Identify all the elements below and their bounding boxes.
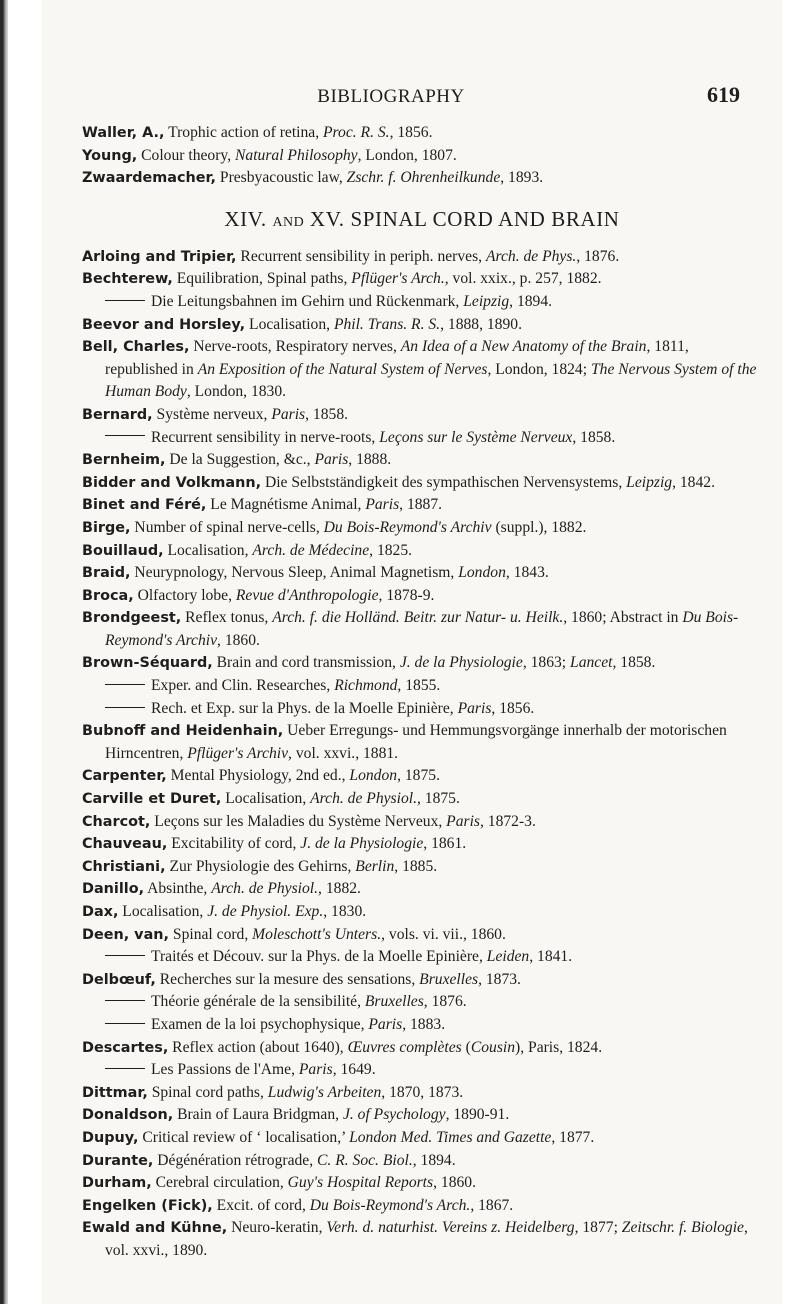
entry-text: Le Magnétisme Animal, [206, 496, 366, 514]
section-heading-pre: XIV. [224, 206, 273, 231]
entry-author: Braid, [82, 565, 131, 582]
entry-source-italic: J. de la Physiologie [300, 835, 424, 853]
bibliography-entry [82, 517, 762, 540]
entry-text: , 1872-3. [479, 812, 536, 830]
ditto-dash [105, 435, 145, 436]
entry-source-italic: J. de Physiol. Exp. [207, 903, 324, 920]
section-heading-and: AND [272, 214, 305, 230]
entry-text: Recurrent sensibility in periph. nerves, [236, 247, 486, 265]
entry-text: Ueber Erregungs- und Hemmungsvorgänge innerhalb der motorischen Hirncentren, [105, 722, 727, 762]
entry-author: Bernard, [82, 406, 153, 423]
entry-source-italic: Richmond [334, 677, 398, 695]
entry-author: Bubnoff and Heidenhain, [82, 723, 284, 740]
bibliography-entry [82, 1104, 762, 1127]
entry-text: , 1861. [423, 835, 467, 853]
entry-author: Carpenter, [82, 768, 167, 785]
ditto-dash [105, 1023, 145, 1024]
entry-text: Zur Physiologie des Gehirns, [165, 857, 356, 875]
page-number: 619 [707, 82, 740, 107]
bibliography-entry [82, 145, 762, 168]
entry-source-italic: Moleschott's Unters. [252, 925, 382, 943]
bibliography-entry [82, 314, 762, 337]
entry-author: Waller, A., [82, 125, 165, 141]
entry-author: Durante, [82, 1152, 154, 1169]
entry-author: Young, [82, 147, 138, 164]
bibliography-entry [82, 788, 762, 811]
entry-text: , 1863; [522, 654, 571, 672]
entry-text: , vol. xxvi., 1881. [288, 744, 399, 762]
entry-text: , London, 1830. [186, 383, 287, 401]
section-heading-post: XV. SPINAL CORD AND BRAIN [304, 206, 620, 231]
entry-source-italic: Paris [298, 1061, 333, 1079]
bibliography-entry [82, 811, 762, 834]
bibliography-entry [82, 675, 762, 698]
entry-source-italic: Paris [446, 812, 480, 830]
entry-author: Broca, [82, 587, 134, 604]
entry-source-italic: Arch. de Physiol. [310, 790, 417, 808]
entry-text: , 1856. [389, 124, 433, 141]
entry-author: Durham, [82, 1175, 152, 1192]
entry-source-italic: Arch. de Physiol. [211, 880, 319, 898]
entry-source-italic: Leçons sur le Système Nerveux [379, 428, 573, 446]
entry-source-italic: Paris [271, 405, 306, 423]
entry-text: Localisation, [245, 315, 334, 333]
ditto-dash [105, 1000, 145, 1001]
entry-text: , 1811, republished in [105, 338, 689, 378]
entry-text: , 1883. [402, 1015, 446, 1033]
entry-author: Descartes, [82, 1039, 169, 1056]
entry-author: Danillo, [82, 881, 145, 898]
entry-text: , vol. xxvi., 1890. [105, 1219, 748, 1259]
entry-source-italic: London [458, 564, 506, 582]
section-heading [82, 206, 762, 236]
bibliography-entry [82, 268, 762, 291]
entry-text: , 1876. [423, 993, 467, 1011]
bibliography-entry [82, 1217, 762, 1262]
entry-author: Ewald and Kühne, [82, 1220, 228, 1237]
entry-author: Brown-Séquard, [82, 655, 213, 672]
entry-author: Zwaardemacher, [82, 170, 216, 187]
entry-text: Critical review of ‘ localisation,’ [138, 1128, 350, 1146]
entry-source-italic: C. R. Soc. Biol. [317, 1151, 413, 1169]
entry-text: Brain of Laura Bridgman, [173, 1106, 343, 1124]
book-page [42, 0, 782, 1304]
entry-author: Binet and Féré, [82, 497, 207, 514]
bibliography-entry [82, 924, 762, 947]
entry-text: , 1856. [491, 699, 535, 717]
entry-text: , 1858. [572, 428, 616, 446]
entry-text: , London, 1824; [487, 360, 591, 378]
bibliography-entry [82, 969, 762, 992]
entry-text: Exper. and Clin. Researches, [151, 677, 335, 695]
bibliography-entry [82, 1037, 762, 1060]
entry-author: Beevor and Horsley, [82, 316, 246, 333]
bibliography-entry [82, 720, 762, 765]
entry-text: , 1882. [318, 880, 361, 898]
entry-source-italic: Verh. d. naturhist. Vereins z. Heidelberg [326, 1219, 575, 1237]
entry-text: , vol. xxix., p. 257, 1882. [444, 270, 602, 288]
entry-source-italic: Guy's Hospital Reports [287, 1174, 434, 1192]
entry-text: , 1876. [576, 247, 620, 265]
bibliography-entry [82, 833, 762, 856]
entry-source-italic: London [349, 767, 398, 785]
entry-text: Recurrent sensibility in nerve-roots, [151, 428, 380, 446]
entry-text: , 1893. [500, 169, 544, 187]
entry-text: , 1877. [551, 1128, 595, 1146]
bibliography-entry [82, 991, 762, 1014]
entry-text: Leçons sur les Maladies du Système Nerveux, [150, 812, 447, 830]
entry-text: , 1860. [217, 631, 260, 649]
bibliography-entry [82, 698, 762, 721]
entry-author: Delbœuf, [82, 971, 156, 988]
entry-author: Brondgeest, [82, 610, 182, 627]
ditto-dash [105, 707, 145, 708]
entry-source-italic: Phil. Trans. R. S. [333, 315, 441, 333]
bibliography-entry [82, 1195, 762, 1218]
entry-source-italic: Bruxelles [364, 993, 424, 1011]
entry-text: , 1855. [397, 677, 441, 695]
entry-source-italic: An Idea of a New Anatomy of the Brain [400, 338, 647, 356]
entry-source-italic: London Med. Times and Gazette [349, 1128, 552, 1146]
entry-text: , 1843. [505, 564, 549, 582]
entry-source-italic: Revue d'Anthropologie [235, 586, 379, 604]
bibliography-entry [82, 1127, 762, 1150]
bibliography-entry [82, 607, 762, 652]
bibliography-entry [82, 472, 762, 495]
entry-text: Die Leitungsbahnen im Gehirn und Rückenmark, [151, 292, 464, 310]
bibliography-entry [82, 122, 762, 145]
bibliography-entry [82, 291, 762, 314]
entry-source-italic: Berlin [355, 857, 395, 875]
entry-text: Reflex action (about 1640), [168, 1038, 348, 1056]
entry-source-italic: Œuvres complètes [347, 1038, 462, 1056]
entry-source-italic: Zeitschr. f. Biologie [621, 1219, 744, 1237]
entry-source-italic: Pflüger's Arch. [351, 270, 445, 288]
bibliography-entry [82, 946, 762, 969]
bibliography-entry [82, 585, 762, 608]
entry-source-italic: Cousin [470, 1038, 516, 1056]
entry-text: Dégénération rétrograde, [153, 1151, 318, 1169]
entry-text: , 1649. [332, 1061, 376, 1079]
entry-source-italic: An Exposition of the Natural System of Nerves [197, 360, 488, 378]
bibliography-entry [82, 1014, 762, 1037]
entry-source-italic: Arch. de Phys. [485, 247, 577, 265]
entry-author: Arloing and Tripier, [82, 248, 237, 265]
entry-text: , 1825. [369, 541, 413, 559]
entry-source-italic: Leipzig [626, 473, 673, 491]
entry-text: , 1870, 1873. [381, 1083, 464, 1101]
entry-author: Bernheim, [82, 452, 166, 469]
entry-text: Traités et Découv. sur la Phys. de la Moelle Epinière, [151, 948, 487, 966]
entry-text: Brain and cord transmission, [212, 654, 400, 672]
entry-text: (suppl.), 1882. [491, 518, 587, 536]
entry-author: Engelken (Fick), [82, 1197, 213, 1214]
entry-text: Absinthe, [144, 880, 212, 898]
bibliography-entry [82, 878, 762, 901]
bibliography-entry [82, 901, 762, 924]
entry-text: Rech. et Exp. sur la Phys. de la Moelle Epinière, [151, 699, 458, 717]
bibliography-entry [82, 562, 762, 585]
entry-author: Birge, [82, 519, 131, 536]
entry-source-italic: Lancet [570, 654, 613, 672]
entry-text: , 1887. [399, 496, 443, 514]
entry-author: Chauveau, [82, 836, 168, 853]
bibliography-entry [82, 404, 762, 427]
entry-text: Excitability of cord, [167, 835, 301, 853]
entry-text: , 1894. [509, 292, 553, 310]
entry-text: , 1890-91. [445, 1106, 510, 1124]
entry-text: , 1860; Abstract in [563, 609, 683, 627]
entry-text: , 1877; [574, 1219, 622, 1237]
entry-text: , 1842. [672, 473, 715, 491]
bibliography-entry [82, 427, 762, 450]
entry-text: , 1830. [323, 903, 367, 920]
entry-text: Equilibration, Spinal paths, [172, 270, 352, 288]
entry-source-italic: Paris [314, 451, 349, 469]
entry-text: Localisation, [221, 790, 311, 808]
entry-source-italic: Paris [368, 1015, 403, 1033]
bibliography-entry [82, 856, 762, 879]
entry-author: Bidder and Volkmann, [82, 474, 262, 491]
entry-text: Localisation, [163, 541, 253, 559]
entry-source-italic: Du Bois-Reymond's Archiv [323, 518, 492, 536]
entry-text: Reflex tonus, [181, 609, 273, 627]
entry-text: , vols. vi. vii., 1860. [381, 925, 506, 943]
entry-text: , 1875. [397, 767, 440, 785]
entry-source-italic: The Nervous System of the Human Body [105, 360, 757, 401]
entry-source-italic: Paris [365, 496, 400, 514]
entry-text: , 1888, 1890. [440, 315, 522, 333]
entry-text: , 1858. [612, 654, 656, 672]
entry-text: , 1841. [529, 948, 573, 966]
ditto-dash [105, 300, 145, 301]
bibliography-entry [82, 1059, 762, 1082]
entry-text: Presbyacoustic law, [216, 169, 347, 187]
entry-source-italic: J. de la Physiologie [399, 654, 523, 672]
entry-author: Charcot, [82, 813, 151, 830]
entry-source-italic: Leiden [486, 948, 530, 966]
entry-source-italic: J. of Psychology [342, 1106, 446, 1124]
entry-text: , 1867. [470, 1196, 514, 1214]
entry-text: Number of spinal nerve-cells, [130, 518, 324, 536]
entry-text: Neurypnology, Nervous Sleep, Animal Magnetism, [130, 564, 459, 582]
entry-source-italic: Arch. de Médecine [252, 541, 370, 559]
entry-text: Die Selbstständigkeit des sympathischen Nervensystems, [261, 473, 627, 491]
bibliography-entry [82, 1150, 762, 1173]
entry-source-italic: Proc. R. S. [323, 124, 390, 141]
entry-author: Carville et Duret, [82, 791, 222, 808]
entry-text: , London, 1807. [357, 146, 457, 164]
entry-source-italic: Paris [457, 699, 492, 717]
entry-text: Olfactory lobe, [133, 586, 236, 604]
entry-text: ( [461, 1038, 471, 1056]
entry-author: Dax, [82, 904, 119, 920]
entry-text: Mental Physiology, 2nd ed., [166, 767, 350, 785]
running-head [42, 82, 740, 110]
entry-text: Trophic action of retina, [164, 124, 324, 141]
entry-text: , 1878-9. [378, 586, 435, 604]
entry-text: , 1885. [394, 857, 438, 875]
entry-text: Excit. of cord, [212, 1196, 310, 1214]
entry-author: Donaldson, [82, 1107, 174, 1124]
entry-author: Christiani, [82, 858, 166, 875]
ditto-dash [105, 1068, 145, 1069]
entry-text: Théorie générale de la sensibilité, [151, 993, 365, 1011]
entry-author: Bell, Charles, [82, 339, 190, 356]
entry-source-italic: Leipzig [463, 292, 510, 310]
entry-source-italic: Du Bois-Reymond's Archiv [105, 609, 739, 649]
entry-text: Recherches sur la mesure des sensations, [155, 970, 420, 988]
running-title: BIBLIOGRAPHY [317, 86, 465, 107]
entry-text: ), Paris, 1824. [515, 1038, 603, 1056]
entry-author: Dupuy, [82, 1129, 139, 1146]
entry-text: Nerve-roots, Respiratory nerves, [189, 338, 401, 356]
entry-source-italic: Ludwig's Arbeiten [267, 1083, 382, 1101]
entry-text: , 1894. [412, 1151, 456, 1169]
bibliography-entry [82, 765, 762, 788]
bibliography-entry [82, 494, 762, 517]
entry-source-italic: Pflüger's Archiv [187, 744, 289, 762]
entry-source-italic: Bruxelles [419, 970, 479, 988]
bibliography-entry [82, 246, 762, 269]
entry-text: Examen de la loi psychophysique, [151, 1015, 369, 1033]
entry-author: Dittmar, [82, 1084, 148, 1101]
entry-text: Spinal cord, [169, 925, 253, 943]
entry-author: Deen, van, [82, 926, 169, 943]
bibliography-entry [82, 1082, 762, 1105]
bibliography-entry [82, 449, 762, 472]
entry-text: Neuro-keratin, [227, 1219, 327, 1237]
entry-text: Colour theory, [137, 146, 235, 164]
bibliography-entry [82, 336, 762, 404]
entry-text: , 1860. [433, 1174, 476, 1192]
entry-text: Cerebral circulation, [151, 1174, 288, 1192]
entry-source-italic: Natural Philosophy [235, 146, 358, 164]
entry-text: , 1858. [305, 405, 349, 423]
entry-text: Spinal cord paths, [147, 1083, 268, 1101]
entry-source-italic: Arch. f. die Holländ. Beitr. zur Natur- u. Heilk. [272, 609, 564, 627]
entry-text: , 1873. [478, 970, 521, 988]
entry-text: Système nerveux, [152, 405, 272, 423]
entry-text: Localisation, [118, 903, 208, 920]
ditto-dash [105, 955, 145, 956]
entry-author: Bouillaud, [82, 542, 164, 559]
entry-text: De la Suggestion, &c., [165, 451, 315, 469]
entry-author: Bechterew, [82, 271, 173, 288]
entry-text: Les Passions de l'Ame, [151, 1061, 299, 1079]
bibliography-entry [82, 1172, 762, 1195]
bibliography-entry [82, 540, 762, 563]
entry-source-italic: Zschr. f. Ohrenheilkunde [346, 169, 501, 187]
entry-text: , 1888. [348, 451, 392, 469]
entry-text: , 1875. [416, 790, 460, 808]
book-spine-shadow [0, 0, 8, 1304]
ditto-dash [105, 684, 145, 685]
entry-source-italic: Du Bois-Reymond's Arch. [309, 1196, 471, 1214]
bibliography-entry [82, 652, 762, 675]
bibliography-entry [82, 167, 762, 190]
bibliography-list [82, 122, 762, 1263]
